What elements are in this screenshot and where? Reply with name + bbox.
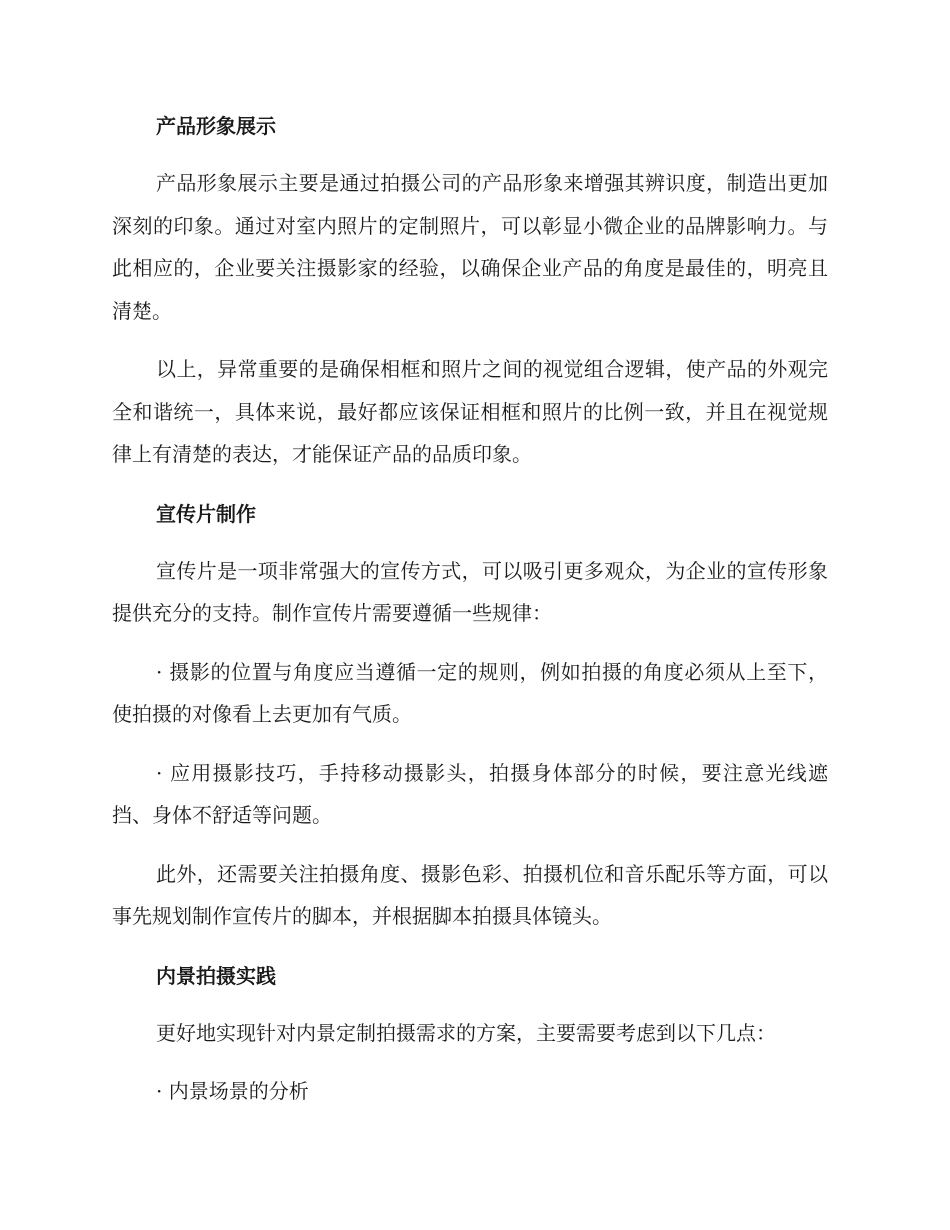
section-heading-interior-shooting: 内景拍摄实践 xyxy=(156,963,276,988)
section-heading-promo-video: 宣传片制作 xyxy=(156,501,256,526)
bullet-item: · 内景场景的分析 xyxy=(156,1079,309,1103)
paragraph: 以上，异常重要的是确保相框和照片之间的视觉组合逻辑，使产品的外观完全和谐统一，具体来说，最好都应该保证相框和照片的比例一致，并且在视觉规律上有清楚的表达，才能保证产品的品质印象。 xyxy=(112,357,828,466)
paragraph: 产品形象展示主要是通过拍摄公司的产品形象来增强其辨识度，制造出更加深刻的印象。通过对室内照片的定制照片，可以彰显小微企业的品牌影响力。与此相应的，企业要关注摄影家的经验，以确保企业产品的角度是最佳的，明亮且清楚。 xyxy=(112,171,828,323)
paragraph: 更好地实现针对内景定制拍摄需求的方案，主要需要考虑到以下几点： xyxy=(156,1020,776,1045)
section-heading-product-image: 产品形象展示 xyxy=(156,114,276,138)
bullet-item: · 应用摄影技巧，手持移动摄影头，拍摄身体部分的时候，要注意光线遮挡、身体不舒适等问题。 xyxy=(112,760,828,827)
document-page xyxy=(112,104,828,1129)
paragraph: 此外，还需要关注拍摄角度、摄影色彩、拍摄机位和音乐配乐等方面，可以事先规划制作宣传片的脚本，并根据脚本拍摄具体镜头。 xyxy=(112,861,828,928)
bullet-item: · 摄影的位置与角度应当遵循一定的规则，例如拍摄的角度必须从上至下，使拍摄的对像看上去更加有气质。 xyxy=(112,659,828,726)
paragraph: 宣传片是一项非常强大的宣传方式，可以吸引更多观众，为企业的宣传形象提供充分的支持。制作宣传片需要遵循一些规律： xyxy=(112,558,828,625)
